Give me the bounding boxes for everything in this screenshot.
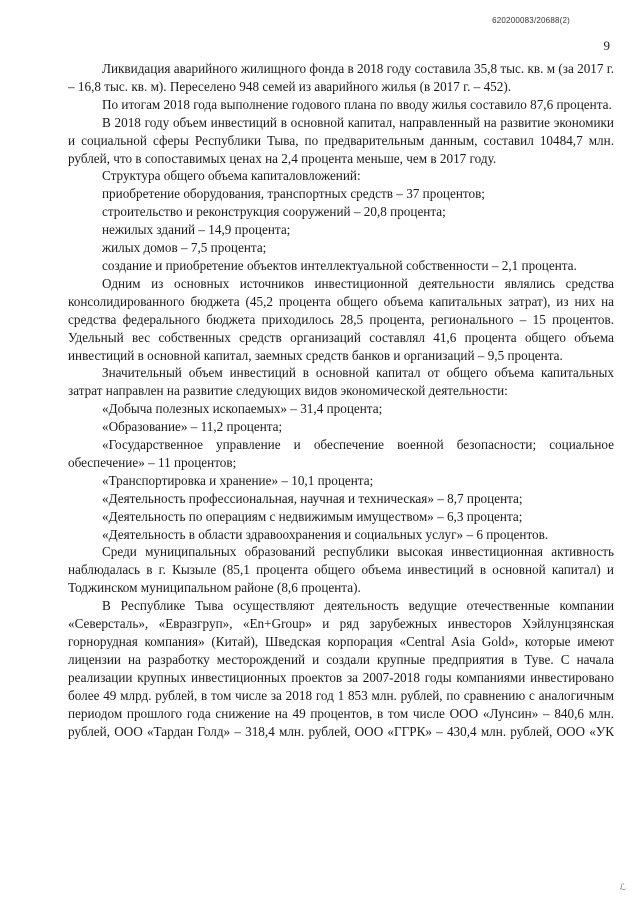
corner-mark: ℒ — [619, 882, 626, 892]
list-item: строительство и реконструкция сооружений – 20,8 процента; — [102, 204, 446, 220]
list-item: «Государственное управление и обеспечение военной безопасности; социальное обеспечение» – 11 процентов; — [68, 437, 614, 470]
list-item: «Деятельность по операциям с недвижимым имуществом» – 6,3 процента; — [102, 508, 523, 524]
paragraph: В 2018 году объем инвестиций в основной капитал, направленный на развитие экономики и социальной сферы Республики Тыва, по предварительным данным, составил 10484,7 млн. рублей, что в сопоставимых ценах на 2,4 процента меньше, чем в 2017 году. — [68, 114, 614, 166]
list-item: приобретение оборудования, транспортных средств – 37 процентов; — [102, 186, 485, 202]
list-heading: Структура общего объема капиталовложений: — [102, 168, 361, 184]
document-id: 620200083/20688(2) — [492, 16, 570, 25]
paragraph: Среди муниципальных образований республики высокая инвестиционная активность наблюдалась в г. Кызыле (85,1 процента общего объема инвестиций в основной капитал) и Тоджинском муниципальном районе (8,6 процента). — [68, 544, 614, 596]
list-item: «Деятельность в области здравоохранения и социальных услуг» – 6 процентов. — [102, 526, 549, 542]
list-item: «Образование» – 11,2 процента; — [102, 419, 283, 435]
paragraph: В Республике Тыва осуществляют деятельность ведущие отечественные компании «Северсталь», «Евразгруп», «En+Group» и ряд зарубежных инвесторов Хэйлунцзянская горнорудная компания» (Китай), Шведская корпорация «Central Asia Gold», которые имеют лицензии на разработку месторождений и создали крупные предприятия в Туве. С начала реализации крупных инвестиционных проектов за 2007-2018 годы компаниями инвестировано более 49 млрд. рублей, в том числе за 2018 год 1 853 млн. рублей, по сравнению с аналогичным периодом прошлого года снижение на 49 процентов, в том числе ООО «Лунсин» – 840,6 млн. рублей, ООО «Тардан Голд» – 318,4 млн. рублей, ООО «ГГРК» – 430,4 млн. рублей, ООО «УК — [68, 598, 614, 739]
list-item: «Добыча полезных ископаемых» – 31,4 процента; — [102, 401, 383, 417]
list-item: жилых домов – 7,5 процента; — [102, 240, 267, 256]
paragraph: Ликвидация аварийного жилищного фонда в 2018 году составила 35,8 тыс. кв. м (за 2017 г. – 16,8 тыс. кв. м). Переселено 948 семей из аварийного жилья (в 2017 г. – 452). — [68, 61, 614, 94]
list-item: «Транспортировка и хранение» – 10,1 процента; — [102, 472, 374, 488]
paragraph: Одним из основных источников инвестиционной деятельности являлись средства консолидированного бюджета (45,2 процента общего объема капитальных затрат), из них на средства федерального бюджета приходилось 28,5 процента, регионального – 15 процентов. Удельный вес собственных средств организаций составлял 41,6 процента общего объема инвестиций в основной капитал, заемных средств банков и организаций – 9,5 процента. — [68, 275, 614, 363]
paragraph: По итогам 2018 года выполнение годового плана по вводу жилья составило 87,6 процента. — [102, 96, 612, 112]
list-item: создание и приобретение объектов интеллектуальной собственности – 2,1 процента. — [102, 257, 577, 273]
list-item: «Деятельность профессиональная, научная и техническая» – 8,7 процента; — [102, 490, 523, 506]
document-body — [68, 60, 614, 740]
page-number: 9 — [603, 38, 610, 53]
paragraph: Значительный объем инвестиций в основной капитал от общего объема капитальных затрат направлен на развитие следующих видов экономической деятельности: — [68, 365, 614, 399]
list-item: нежилых зданий – 14,9 процента; — [102, 222, 291, 238]
